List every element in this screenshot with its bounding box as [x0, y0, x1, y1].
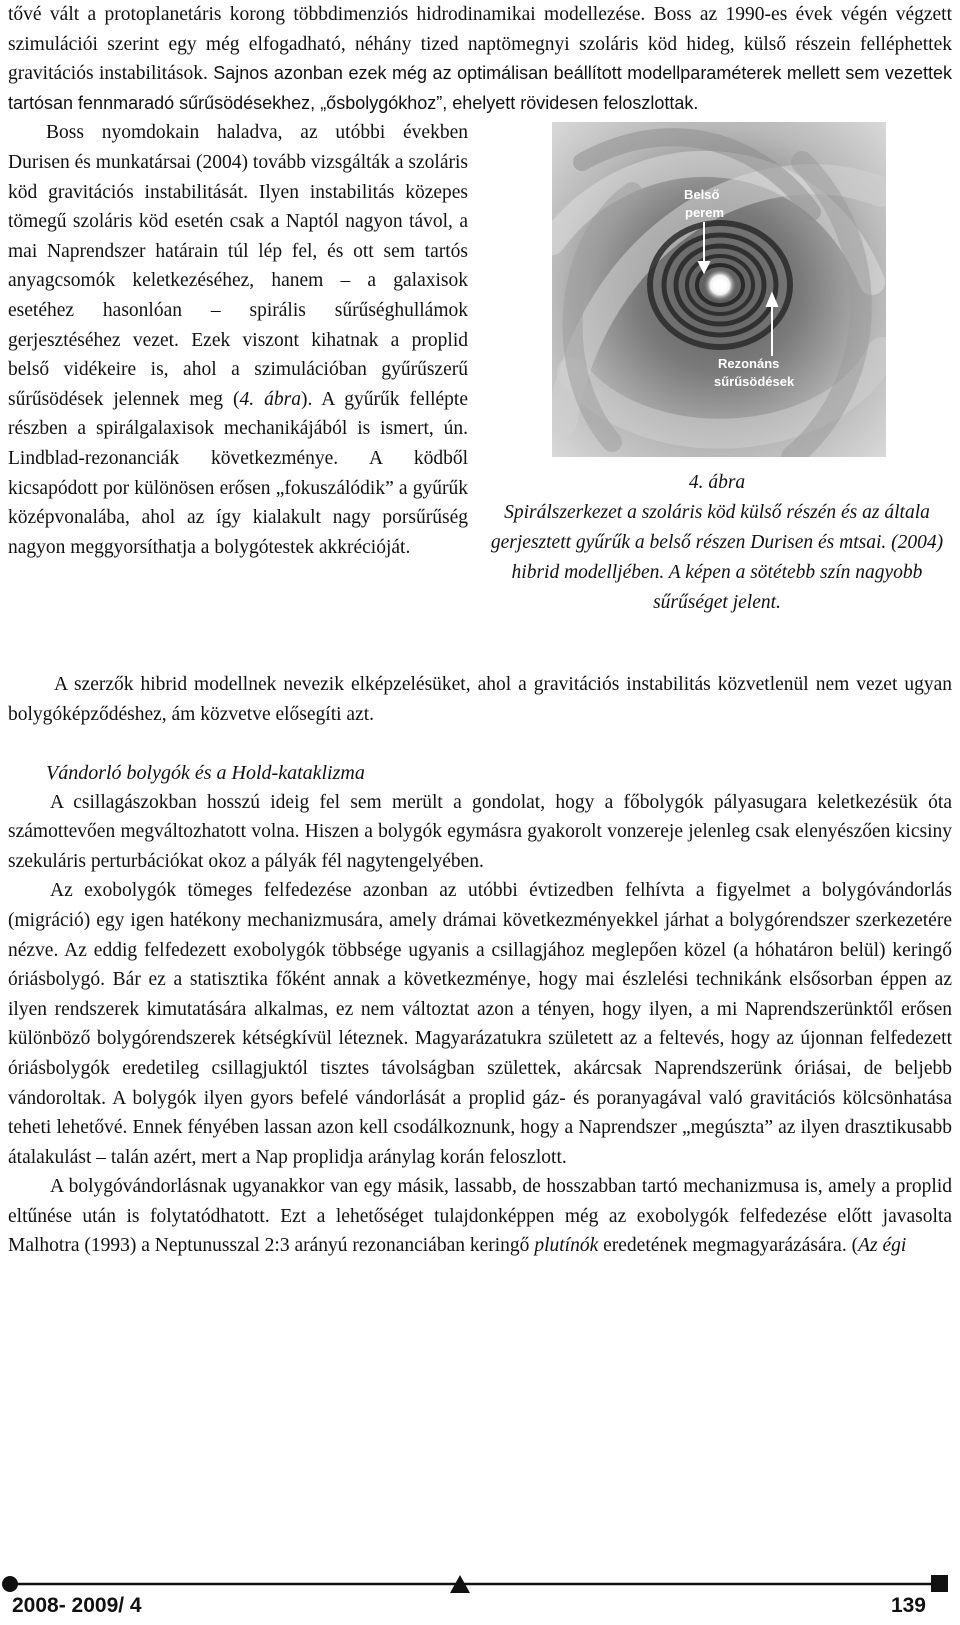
paragraph-2-text-b: ). A gyűrűk fellépte részben a spirálgalaxisok mechanikájából is ismert, ún. Lindblad-rezonanciák következménye. A ködből kicsapódott por különösen erősen „fokuszálódik” a gyűrűk középvonalába, ahol az így kialakult nagy porsűrűség nagyon meggyorsíthatja a bolygótestek akkrécióját. [8, 388, 469, 558]
paragraph-5: Az exobolygók tömeges felfedezése azonban az utóbbi évtizedben felhívta a figyelmet a bolygóvándorlás (migráció) egy igen hatékony mechanizmusára, amely drámai következményekkel járhat a bolygórendszer szerkezetére nézve. Az eddig felfedezett exobolygók többsége ugyanis a csillagjához meglepően közel (a hóhatáron belül) keringő óriásbolygó. Bár ez a statisztika főként annak a következménye, hogy mai észlelési technikánk elsősorban éppen az ilyen rendszerek kimutatására alkalmas, ez nem változtat azon a tényen, hogy ilyen, a mi Naprendszerünktől erősen különböző bolygórendszerek kétségkívül léteznek. Magyarázatukra született az a feltevés, hogy az újonnan felfedezett óriásbolygók eredetileg csillagjuktól tisztes távolságban születtek, akárcsak Naprendszerünk óriásai, de beljebb vándoroltak. A bolygók ilyen gyors befelé vándorlását a proplid gáz- és poranyagával való gravitációs kölcsönhatása teheti lehetővé. Ennek fényében lassan azon kell csodálkoznunk, hogy a Naprendszer „megúszta” az ilyen drasztikusabb átalakulást – talán azért, mert a Nap proplidja aránylag korán feloszlott. [8, 880, 952, 1168]
resonant-label-line-1: Rezonáns [718, 356, 780, 372]
plutinos-term: plutínók [534, 1235, 599, 1257]
issue-number: 2008- 2009/ 4 [12, 1594, 142, 1617]
paragraph-1-sans-text: Sajnos azonban ezek még az optimálisan beállított modellparaméterek mellett sem vezettek tartósan fennmaradó sűrűsödésekhez, „ősbolygókhoz”, ehelyett rövidesen feloszlottak. [8, 63, 953, 113]
paragraph-1-text: tővé vált a protoplanetáris korong többdimenziós hidrodinamikai modellezése. Boss az 1990-es évek végén végzett szimulációi szerint egy még elfogadható, néhány tized naptömegnyi szoláris köd hideg, külső részein felléphettek gravitációs instabilitások. [8, 4, 952, 85]
section-heading: Vándorló bolygók és a Hold-kataklizma [46, 761, 365, 784]
paragraph-6 [8, 1172, 952, 1261]
paragraph-6-continuation: Az égi [858, 1235, 907, 1257]
paragraph-1 [8, 0, 952, 118]
figure-reference: 4. ábra [239, 388, 301, 410]
page-footer [0, 1574, 960, 1625]
article-page [8, 0, 952, 1261]
paragraph-4: A csillagászokban hosszú ideig fel sem merült a gondolat, hogy a főbolygók pályasugara keletkezésük óta számottevően megváltozhatott volna. Hiszen a bolygók egymásra gyakorolt vonzereje jelenleg csak elenyészően kicsiny szekuláris perturbációkat okoz a pályák fél nagytengelyében. [8, 791, 952, 872]
paragraph-6-text-a: A bolygóvándorlásnak ugyanakkor van egy másik, lassabb, de hosszabban tartó mechanizmusa is, amely a proplid eltűnése után is folytatódhatott. Ezt a lehetőséget tulajdonképpen még az exobolygók felfedezése előtt javasolta Malhotra (1993) a Neptunusszal 2:3 arányú rezonanciában keringő [8, 1176, 952, 1257]
figure-caption-text: Spirálszerkezet a szoláris köd külső részén és az általa gerjesztett gyűrűk a belső részen Durisen és mtsai. (2004) hibrid modelljében. A képen a sötétebb szín nagyobb sűrűséget jelent. [490, 502, 944, 614]
figure-caption [482, 468, 952, 618]
paragraph-3: A szerzők hibrid modellnek nevezik elképzelésüket, ahol a gravitációs instabilitás közvetlenül nem vezet ugyan bolygóképződéshez, ám közvetve elősegíti azt. [8, 674, 952, 725]
footer-rule [0, 1574, 960, 1594]
figure-4 [482, 118, 952, 664]
paragraph-2-text-a: Boss nyomdokain haladva, az utóbbi években Durisen és munkatársai (2004) tovább vizsgálták a szoláris köd gravitációs instabilitását. Ilyen instabilitás közepes tömegű szoláris köd esetén csak a Naptól nagyon távol, a mai Naprendszer határain túl lép fel, és ott sem tartós anyagcsomók keletkezéséhez, hanem – a galaxisok esetéhez hasonlóan – spirális sűrűséghullámok gerjesztéséhez vezet. Ezek viszont kihatnak a proplid belső vidékeire is, ahol a szimulációban gyűrűszerű sűrűsödések jelennek meg ( [8, 122, 468, 410]
inner-edge-label-line-2: perem [685, 205, 725, 221]
page-number: 139 [890, 1594, 926, 1617]
figure-number: 4. ábra [688, 472, 746, 494]
paragraph-6-text-b: eredetének megmagyarázására. ( [598, 1235, 859, 1257]
inner-edge-label-line-1: Belső [684, 187, 720, 203]
spiral-density-image [552, 122, 886, 457]
resonant-label-line-2: sűrűsödések [714, 374, 795, 390]
